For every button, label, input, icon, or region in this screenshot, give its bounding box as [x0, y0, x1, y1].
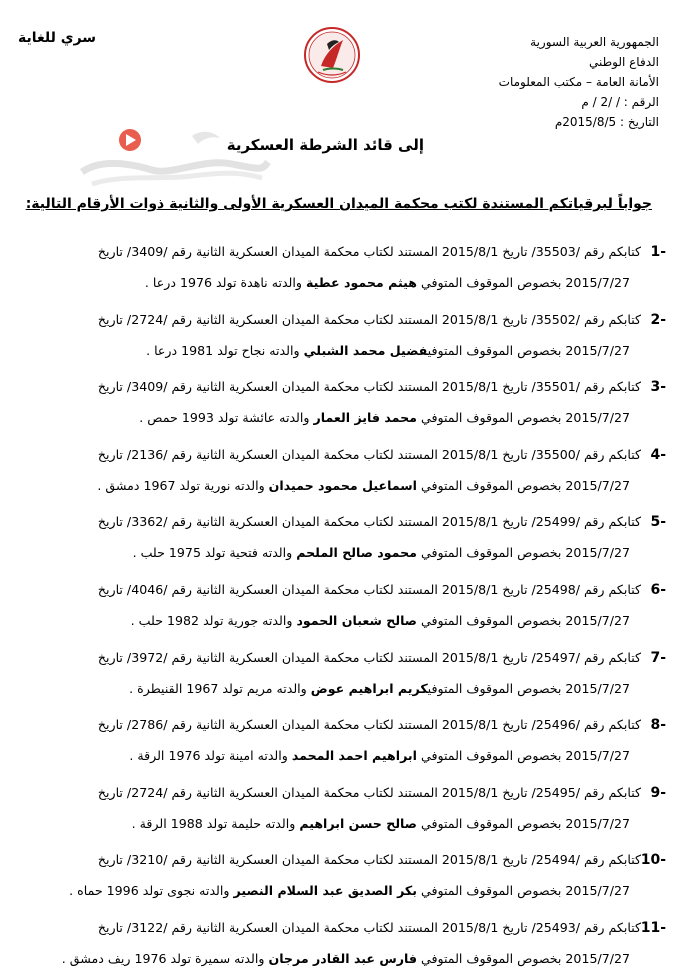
item-line-2-end: والدته حليمة تولد 1988 الرقة .: [131, 815, 300, 831]
deceased-name: اسماعيل محمود حميدان: [268, 477, 417, 493]
item-number: -6: [650, 581, 666, 598]
item-line-1: كتابكم رقم /25496/ تاريخ 2015/8/1 المستند لكتاب محكمة الميدان العسكرية الثانية رقم /2786/ تاريخ: [97, 717, 641, 733]
item-number: -9: [650, 784, 666, 801]
item-line-2: [69, 883, 630, 898]
letterhead-department: الأمانة العامة – مكتب المعلومات: [498, 75, 659, 89]
item-line-1: كتابكم رقم /35501/ تاريخ 2015/8/1 المستند لكتاب محكمة الميدان العسكرية الثانية رقم /3409/ تاريخ: [97, 379, 641, 395]
item-number: -8: [650, 717, 666, 734]
item-line-2: [146, 343, 630, 358]
reference-number: الرقم : / /2 / م: [581, 95, 659, 109]
item-list: [13, 232, 666, 976]
list-item: [13, 638, 666, 706]
item-line-2-start: 2015/7/27 بخصوص الموقوف المتوفي: [427, 342, 630, 358]
item-line-2-end: والدته نجوى تولد 1996 حماه .: [69, 883, 234, 899]
deceased-name: ابراهيم احمد المحمد: [291, 748, 417, 764]
deceased-name: هيثم محمود عطية: [305, 275, 417, 290]
list-item: [13, 435, 666, 503]
deceased-name: فارس عبد القادر مرجان: [268, 950, 417, 966]
letterhead: [459, 32, 659, 132]
letterhead-country: الجمهورية العربية السورية: [530, 35, 659, 49]
item-number: -2: [650, 311, 666, 328]
item-line-2-start: 2015/7/27 بخصوص الموقوف المتوفي: [416, 477, 630, 493]
item-line-2-end: والدته ناهدة تولد 1976 درعا .: [144, 275, 306, 290]
item-line-1: كتابكم رقم /35500/ تاريخ 2015/8/1 المستند لكتاب محكمة الميدان العسكرية الثانية رقم /2136/ تاريخ: [97, 446, 641, 462]
list-item: [13, 840, 666, 908]
item-line-2-end: والدته نجاح تولد 1981 درعا .: [146, 342, 304, 358]
item-line-1: كتابكم رقم /25494/ تاريخ 2015/8/1 المستند لكتاب محكمة الميدان العسكرية الثانية رقم /3210/ تاريخ: [97, 852, 641, 868]
recipient-line: إلى قائد الشرطة العسكرية: [226, 136, 424, 154]
item-number: -4: [650, 446, 666, 463]
classification-label: سري للغاية: [18, 30, 97, 46]
item-line-2-end: والدته سميرة تولد 1976 ريف دمشق .: [61, 950, 269, 966]
document-date: التاريخ : 2015/8/5م: [554, 115, 659, 129]
item-line-1: كتابكم رقم /35503/ تاريخ 2015/8/1 المستند لكتاب محكمة الميدان العسكرية الثانية رقم /3409/ تاريخ: [97, 244, 641, 259]
deceased-name: صالح شعبان الحمود: [296, 612, 417, 628]
item-number: -5: [650, 514, 666, 531]
item-line-2-start: 2015/7/27 بخصوص الموقوف المتوفي: [416, 545, 630, 561]
item-line-2-start: 2015/7/27 بخصوص الموقوف المتوفي: [416, 748, 630, 764]
deceased-name: محمد فايز العمار: [313, 410, 417, 426]
list-item: [13, 773, 666, 841]
list-item: [13, 570, 666, 638]
list-item: [13, 705, 666, 773]
deceased-name: فضيل محمد الشبلي: [303, 342, 428, 358]
item-line-2: [132, 816, 630, 831]
deceased-name: محمود صالح الملحم: [296, 545, 417, 561]
item-line-2-end: والدته امينة تولد 1976 الرقة .: [129, 748, 292, 764]
item-line-2-start: 2015/7/27 بخصوص الموقوف المتوفي: [427, 680, 630, 696]
item-line-2-start: 2015/7/27 بخصوص الموقوف المتوفي: [416, 950, 630, 966]
item-line-2-end: والدته جورية تولد 1982 حلب .: [130, 612, 297, 628]
item-line-1: كتابكم رقم /25497/ تاريخ 2015/8/1 المستند لكتاب محكمة الميدان العسكرية الثانية رقم /3972/ تاريخ: [97, 649, 641, 665]
item-line-1: كتابكم رقم /25498/ تاريخ 2015/8/1 المستند لكتاب محكمة الميدان العسكرية الثانية رقم /4046/ تاريخ: [97, 581, 641, 597]
item-line-1: كتابكم رقم /35502/ تاريخ 2015/8/1 المستند لكتاب محكمة الميدان العسكرية الثانية رقم /2724/ تاريخ: [97, 311, 641, 327]
deceased-name: صالح حسن ابراهيم: [299, 815, 417, 831]
item-line-1: كتابكم رقم /25495/ تاريخ 2015/8/1 المستند لكتاب محكمة الميدان العسكرية الثانية رقم /2724/ تاريخ: [97, 784, 641, 800]
item-line-2-start: 2015/7/27 بخصوص الموقوف المتوفي: [416, 612, 630, 628]
item-line-2: [129, 748, 630, 763]
item-line-1: كتابكم رقم /25499/ تاريخ 2015/8/1 المستند لكتاب محكمة الميدان العسكرية الثانية رقم /3362/ تاريخ: [97, 514, 641, 530]
item-number: -3: [650, 379, 666, 396]
deceased-name: كريم ابراهيم عوض: [310, 680, 428, 696]
item-line-2: [62, 951, 630, 966]
item-number: -11: [640, 919, 666, 936]
item-line-2: [139, 410, 630, 425]
item-number: -10: [640, 852, 666, 869]
item-line-2-end: والدته مريم تولد 1967 القنيطرة .: [129, 680, 311, 696]
item-line-2-start: 2015/7/27 بخصوص الموقوف المتوفي: [416, 815, 630, 831]
item-line-2: [97, 478, 630, 493]
list-item: [13, 502, 666, 570]
item-line-2-end: والدته عائشة تولد 1993 حمص .: [139, 410, 314, 426]
item-line-2-end: والدته نورية تولد 1967 دمشق .: [97, 477, 269, 493]
subject-line: جواباً لبرقياتكم المستندة لكتب محكمة الميدان العسكرية الأولى والثانية ذوات الأرقام التالية:: [25, 196, 652, 212]
item-line-2-start: 2015/7/27 بخصوص الموقوف المتوفي: [416, 275, 630, 290]
list-item: [13, 367, 666, 435]
item-line-2-start: 2015/7/27 بخصوص الموقوف المتوفي: [416, 883, 630, 899]
list-item: [13, 908, 666, 976]
item-line-2-end: والدته فتحية تولد 1975 حلب .: [132, 545, 297, 561]
item-line-2: [133, 545, 630, 560]
list-item: [13, 232, 666, 300]
item-line-2: [145, 275, 630, 290]
item-line-2-start: 2015/7/27 بخصوص الموقوف المتوفي: [416, 410, 630, 426]
list-item: [13, 300, 666, 368]
item-number: -1: [650, 244, 666, 260]
item-line-2: [129, 681, 630, 696]
item-line-2: [131, 613, 630, 628]
item-number: -7: [650, 649, 666, 666]
letterhead-organization: الدفاع الوطني: [588, 55, 659, 69]
national-defense-emblem-icon: [303, 26, 361, 84]
deceased-name: بكر الصديق عبد السلام النصير: [233, 883, 417, 899]
item-line-1: كتابكم رقم /25493/ تاريخ 2015/8/1 المستند لكتاب محكمة الميدان العسكرية الثانية رقم /3122/ تاريخ: [97, 919, 641, 935]
